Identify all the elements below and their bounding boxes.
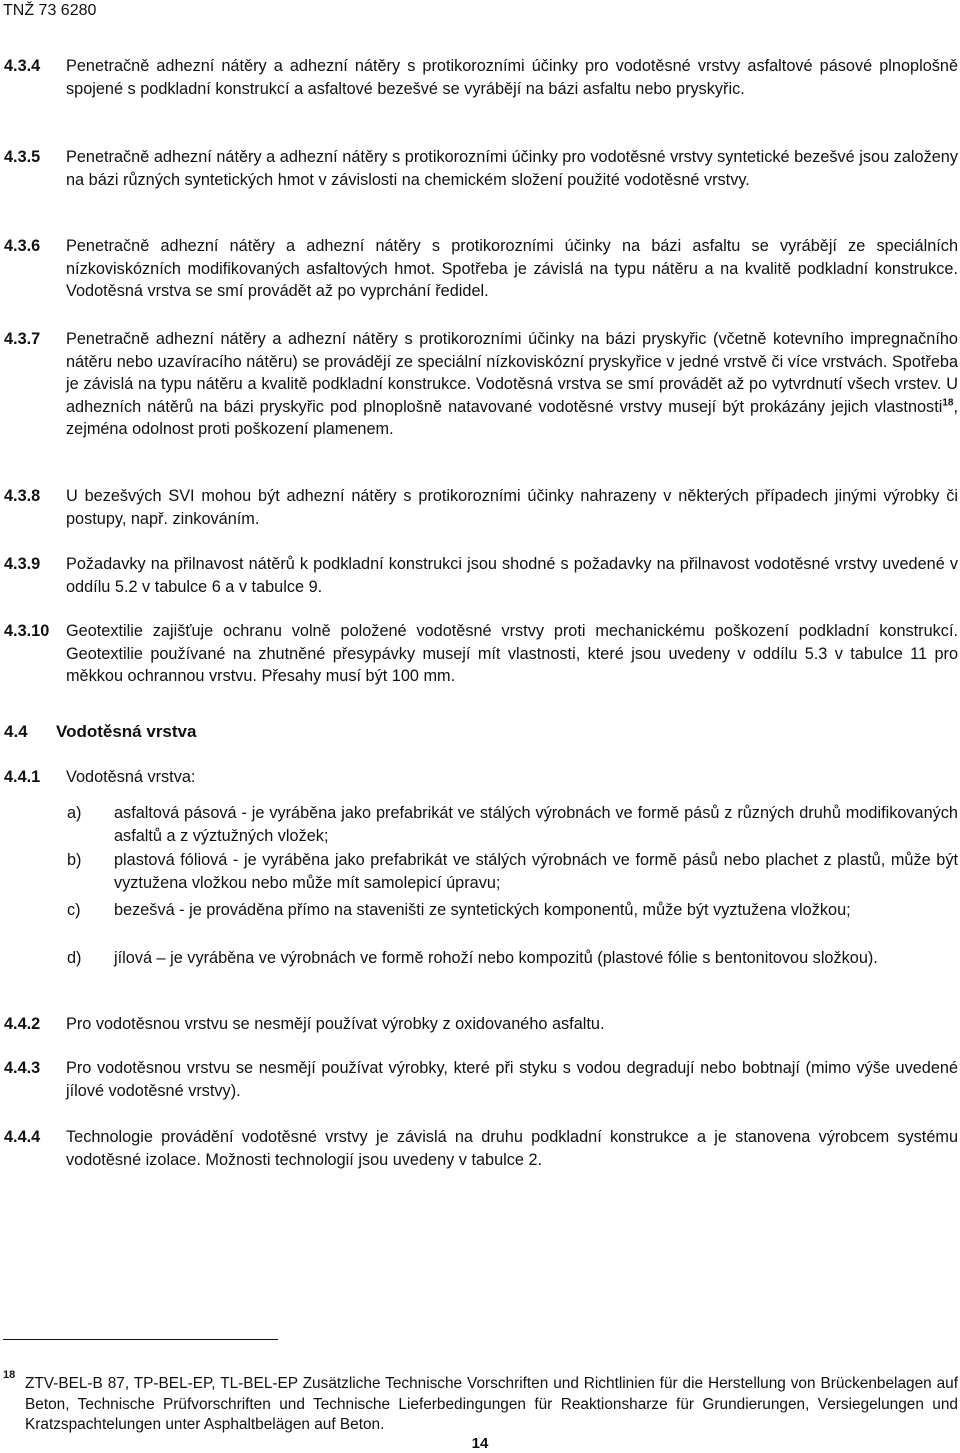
clause-text [66,328,958,441]
clause-text: Pro vodotěsnou vrstvu se nesmějí používat výrobky, které při styku s vodou degradují nebo bobtnají (mimo výše uvedené jílové vodotěsné vrstvy). [66,1059,958,1100]
list-item-letter: a) [67,804,82,822]
list-item-text: bezešvá - je prováděna přímo na staveništi ze syntetických komponentů, může být vyztužena vložkou; [114,901,851,919]
list-item-text: plastová fóliová - je vyráběna jako prefabrikát ve stálých výrobnách ve formě pásů nebo plachet z plastů, může být vyztužena vložkou nebo může mít samolepicí úpravu; [114,851,958,892]
list-item-letter: d) [67,949,82,967]
list-item-letter: c) [67,901,81,919]
paragraph-4-4-2 [4,1013,958,1036]
clause-number: 4.3.6 [4,237,41,255]
clause-text: U bezešvých SVI mohou být adhezní nátěry s protikorozními účinky nahrazeny v některých případech jinými výrobky či postupy, např. zinkováním. [66,487,958,528]
footnote [3,1369,958,1436]
paragraph-4-3-7 [4,328,958,441]
page-number: 14 [471,1435,489,1452]
paragraph-4-3-10 [4,620,958,688]
paragraph-4-3-5 [4,146,958,191]
clause-text: Geotextilie zajišťuje ochranu volně položené vodotěsné vrstvy proti mechanickému poškození podkladní konstrukcí. Geotextilie používané na zhutněné přesypávky musejí mít vlastnosti, které jsou uvedeny v oddílu 5.3 v tabulce 11 pro měkkou ochrannou vrstvu. Přesahy musí být 100 mm. [66,622,958,686]
paragraph-4-4-3 [4,1057,958,1102]
paragraph-4-3-4 [4,55,958,100]
paragraph-4-3-8 [4,485,958,530]
clause-number: 4.4.4 [4,1128,41,1146]
footnote-mark: 18 [3,1369,16,1381]
clause-number: 4.4.3 [4,1059,41,1077]
list-item [67,802,958,847]
list-item-letter: b) [67,851,82,869]
clause-text: Technologie provádění vodotěsné vrstvy je závislá na druhu podkladní konstrukce a je stanovena výrobcem systému vodotěsné izolace. Možnosti technologií jsou uvedeny v tabulce 2. [66,1128,958,1169]
paragraph-4-4-4 [4,1126,958,1171]
paragraph-4-3-6 [4,235,958,303]
document-header: TNŽ 73 6280 [3,2,97,19]
clause-text: Penetračně adhezní nátěry a adhezní nátěry s protikorozními účinky na bázi asfaltu se vyrábějí ze speciálních nízkoviskózních modifikovaných asfaltových hmot. Spotřeba je závislá na typu nátěru a na kvalitě podkladní konstrukce. Vodotěsná vrstva se smí provádět až po vyprchání ředidel. [66,237,958,301]
clause-number: 4.3.8 [4,487,41,505]
paragraph-4-4-1 [4,766,958,789]
footnote-separator [3,1339,278,1340]
footnote-text: ZTV-BEL-B 87, TP-BEL-EP, TL-BEL-EP Zusätzliche Technische Vorschriften und Richtlinien für die Herstellung von Brückenbelagen auf Beton, Technische Prüfvorschriften und Technische Lieferbedingungen für Reaktionsharze für Grundierungen, Versiegelungen und Kratzspachtelungen unter Asphaltbelägen auf Beton. [25,1375,958,1433]
paragraph-4-3-9 [4,553,958,598]
clause-number: 4.4.1 [4,768,41,786]
section-number: 4.4 [4,722,28,741]
section-title: Vodotěsná vrstva [56,722,197,741]
clause-number: 4.3.4 [4,57,41,75]
section-heading [4,721,196,743]
clause-number: 4.4.2 [4,1015,41,1033]
clause-text-part: , zejména odolnost proti poškození plamenem. [66,397,958,439]
list-item-text: jílová – je vyráběna ve výrobnách ve formě rohoží nebo kompozitů (plastové fólie s bentonitovou složkou). [114,949,878,967]
clause-text: Požadavky na přilnavost nátěrů k podkladní konstrukci jsou shodné s požadavky na přilnavost vodotěsné vrstvy uvedené v oddílu 5.2 v tabulce 6 a v tabulce 9. [66,555,958,596]
clause-text: Penetračně adhezní nátěry a adhezní nátěry s protikorozními účinky pro vodotěsné vrstvy asfaltové pásové plnoplošně spojené s podkladní konstrukcí a asfaltové bezešvé se vyrábějí na bázi asfaltu nebo pryskyřic. [66,57,958,98]
clause-text: Penetračně adhezní nátěry a adhezní nátěry s protikorozními účinky pro vodotěsné vrstvy syntetické bezešvé jsou založeny na bázi různých syntetických hmot v závislosti na chemickém složení použité vodotěsné vrstvy. [66,148,958,189]
clause-number: 4.3.5 [4,148,41,166]
clause-text-part: Penetračně adhezní nátěry a adhezní nátěry s protikorozními účinky na bázi pryskyřic (včetně kotevního impregnačního nátěru nebo uzavíracího nátěru) se provádějí ze speciální nízkoviskózní pryskyřice v jedné vrstvě či více vrstvách. Spotřeba je závislá na typu nátěru a kvalitě podkladní konstrukce. Vodotěsná vrstva se smí provádět až po vytvrdnutí všech vrstev. U adhezních nátěrů na bázi pryskyřic pod plnoplošně natavované vodotěsné vrstvy musejí být prokázány jejich vlastnosti [66,330,958,416]
list-item [67,899,958,922]
clause-number: 4.3.7 [4,330,41,348]
footnote-reference: 18 [942,397,954,409]
list-item [67,947,958,970]
clause-number: 4.3.10 [4,622,50,640]
list-item [67,849,958,894]
clause-text: Vodotěsná vrstva: [66,768,196,786]
clause-text: Pro vodotěsnou vrstvu se nesmějí používat výrobky z oxidovaného asfaltu. [66,1015,605,1033]
clause-number: 4.3.9 [4,555,41,573]
list-item-text: asfaltová pásová - je vyráběna jako prefabrikát ve stálých výrobnách ve formě pásů z různých druhů modifikovaných asfaltů a z výztužných vložek; [114,804,958,845]
